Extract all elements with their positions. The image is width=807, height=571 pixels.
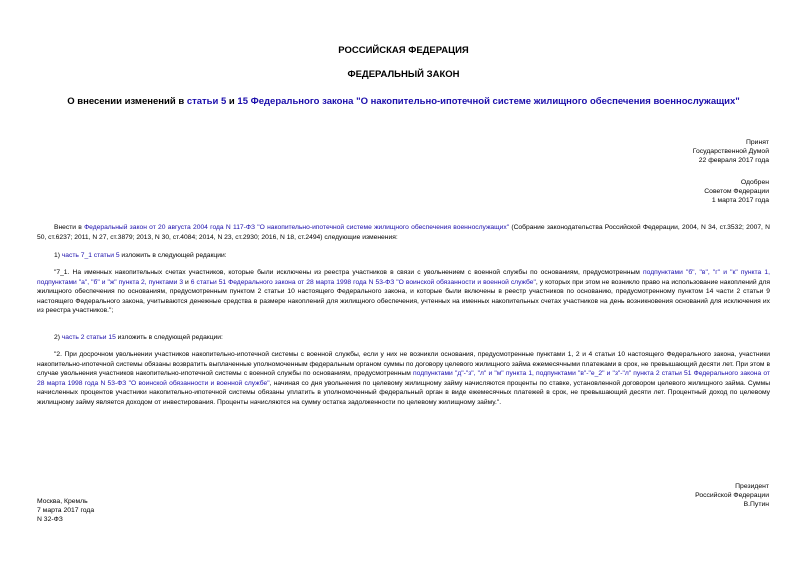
amendment-1-text <box>37 268 770 316</box>
amendment-1-text-b: и <box>183 278 191 286</box>
signature-title: Президент <box>735 483 769 490</box>
signature-country: Российской Федерации <box>695 492 769 499</box>
title-conjunction: и <box>226 96 238 107</box>
place-date-block <box>37 497 94 524</box>
approval-block <box>704 178 769 205</box>
adoption-line-1: Принят <box>745 139 769 146</box>
place: Москва, Кремль <box>37 498 88 505</box>
part-7-1-link[interactable]: часть 7_1 статьи 5 <box>61 252 120 259</box>
title-prefix: О внесении изменений в <box>67 96 187 107</box>
signature-name: В.Путин <box>743 501 769 508</box>
amendment-1-suffix: изложить в следующей редакции: <box>119 252 227 259</box>
country-heading: РОССИЙСКАЯ ФЕДЕРАЦИЯ <box>338 45 469 56</box>
title-link-article15[interactable]: 15 Федерального закона "О накопительно-ипотечной системе жилищного обеспечения военнослужащих" <box>237 96 740 107</box>
approval-line-3: 1 марта 2017 года <box>711 197 769 204</box>
law-117-link[interactable]: Федеральный закон от 20 августа 2004 года N 117-ФЗ "О накопительно-ипотечной системе жилищного обеспечения военнослужащих" <box>84 224 510 231</box>
intro-paragraph <box>37 223 770 242</box>
amendment-2-number: 2) <box>54 334 62 341</box>
adoption-line-3: 22 февраля 2017 года <box>698 157 769 164</box>
intro-suffix: (Собрание законодательства Российской Федерации, 2004, N 34, ст.3532; 2007, N 50, ст.6237; 2011, N 27, ст.3879; 2013, N 30, ст.4084; 2014, N 23, ст.2930; 2016, N 18, ст.2494) следующие изменения: <box>37 224 770 241</box>
title-link-article5[interactable]: статьи 5 <box>186 96 227 107</box>
amendment-2-text-b: , начиная со дня увольнения по целевому жилищному займу начисляются проценты по ставке, установленной договором целевого жилищного займа. Суммы начисленных процентов участники накопительно-ипотечной системы обязаны уплатить в уполномоченный федеральный орган в виде ежемесячных платежей в срок, не превышающий десяти лет. Процентный доход по целевому жилищному займу является доходом от инвестирования. Проценты начисляются на сумму остатка задолженности по целевому жилищному займу.". <box>37 379 771 406</box>
part-2-article-15-link[interactable]: часть 2 статьи 15 <box>61 334 116 341</box>
article-51-link-1[interactable]: 6 статьи 51 Федерального закона от 28 марта 1998 года N 53-ФЗ "О воинской обязанности и военной службе" <box>190 278 536 286</box>
amendment-2-suffix: изложить в следующей редакции: <box>115 334 223 341</box>
amendment-1-text-a: "7_1. На именных накопительных счетах участников, которые были исключены из реестра участников в связи с увольнением с военной службы по основаниям, предусмотренным <box>54 269 644 276</box>
adoption-block <box>693 138 769 165</box>
approval-line-1: Одобрен <box>740 179 769 186</box>
approval-line-2: Советом Федерации <box>704 188 769 195</box>
amendment-1-number: 1) <box>54 252 62 259</box>
amendment-1-heading <box>54 251 770 261</box>
subparagraphs-link-1[interactable]: подпунктами "б", "в", "г" и "к" пункта 1, подпунктами "а", "б" и "ж" пункта 2, пунктами 3 <box>37 269 770 286</box>
law-type-heading: ФЕДЕРАЛЬНЫЙ ЗАКОН <box>347 69 460 80</box>
intro-prefix: Внести в <box>54 224 85 231</box>
amendment-2-text-a: "2. При досрочном увольнении участников накопительно-ипотечной системы с военной службы, если у них не возникли основания, предусмотренные пунктами 1, 2 и 4 статьи 10 настоящего Федерального закона, участники накопительно-ипотечной системы обязаны возвратить выплаченные уполномоченным федеральным органом суммы по договору целевого жилищного займа ежемесячными платежами в срок, не превышающий десяти лет. При этом в случае увольнения участников накопительно-ипотечной системы с военной службы по основаниям, предусмотренным <box>37 351 770 378</box>
adoption-line-2: Государственной Думой <box>692 148 769 155</box>
signing-date: 7 марта 2017 года <box>37 507 95 514</box>
amendment-1-text-c: , у которых при этом не возникло право на использование накоплений для жилищного обеспечения по основаниям, предусмотренным пунктом 2 статьи 10 настоящего Федерального закона, и которые были включены в реестр участников по основанию, предусмотренному пунктом 14 части 2 статьи 9 настоящего Федерального закона, учитываются денежные средства в размере накоплений для жилищного обеспечения, учтенных на именных накопительных счетах участников на день возникновения оснований для исключения их из реестра участников."; <box>37 278 771 315</box>
signature-block <box>695 482 769 509</box>
law-number: N 32-ФЗ <box>37 516 63 523</box>
law-title <box>0 96 807 107</box>
subparagraphs-link-2[interactable]: подпунктами "д"-"з", "л" и "м" пункта 1, подпунктами "в"-"е_2" и "з"-"л" пункта 2 статьи 51 Федерального закона от 28 марта 1998 года N 53-ФЗ "О воинской обязанности и военной службе" <box>37 370 770 387</box>
amendment-2-heading <box>54 333 770 343</box>
amendment-2-text <box>37 350 770 408</box>
